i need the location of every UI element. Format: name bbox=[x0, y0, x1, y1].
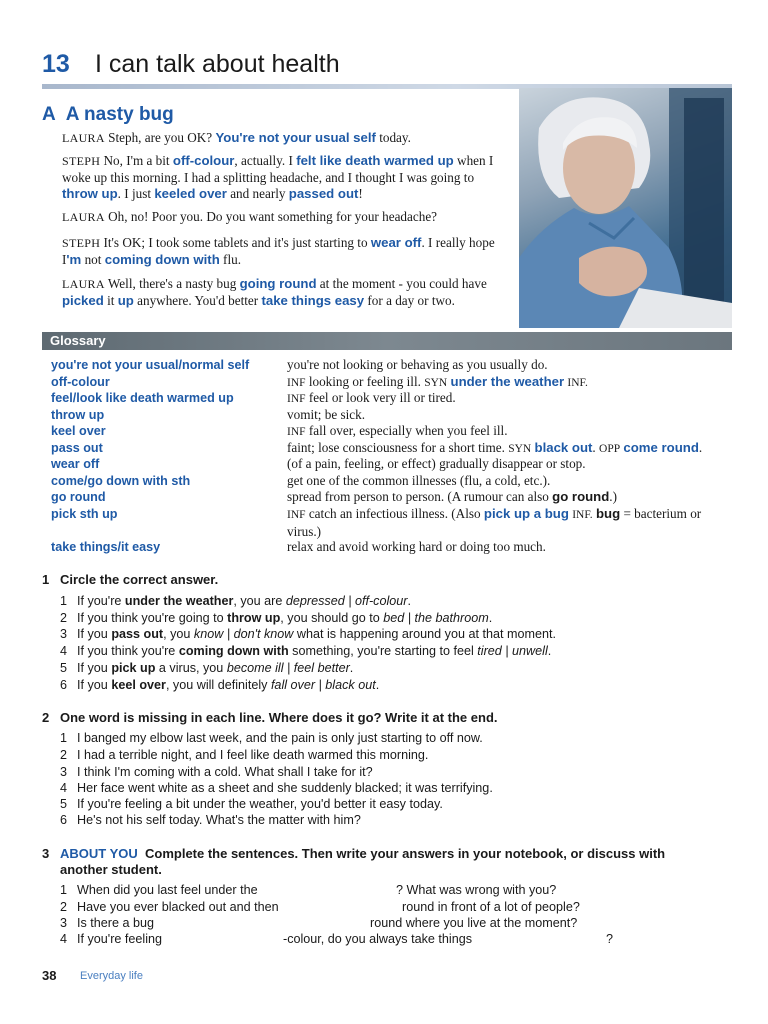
woman-photo bbox=[519, 88, 732, 328]
glossary-term: off-colour bbox=[51, 375, 110, 389]
exercise-2-item: 4 Her face went white as a sheet and she suddenly blacked; it was terrifying. bbox=[60, 781, 493, 795]
glossary-term: come/go down with sth bbox=[51, 474, 191, 488]
exercise-1-item: 1 If you're under the weather, you are depressed | off-colour. bbox=[60, 594, 411, 608]
page-number: 38 bbox=[42, 968, 57, 983]
glossary-term: throw up bbox=[51, 408, 105, 422]
glossary-term: pick sth up bbox=[51, 507, 118, 521]
glossary-definition: INF fall over, especially when you feel ill. bbox=[287, 423, 508, 438]
exercise-1-item: 3 If you pass out, you know | don't know what is happening around you at that moment. bbox=[60, 627, 556, 641]
speaker-steph: STEPH bbox=[62, 154, 101, 168]
exercise-3-item: 1 When did you last feel under the ? What was wrong with you? bbox=[60, 883, 557, 897]
unit-header bbox=[42, 50, 732, 86]
glossary-term: wear off bbox=[51, 457, 100, 471]
woman-illustration bbox=[519, 88, 732, 328]
exercise-1-item: 6 If you keel over, you will definitely fall over | black out. bbox=[60, 678, 380, 692]
exercise-2-item: 2 I had a terrible night, and I feel like death warmed this morning. bbox=[60, 748, 429, 762]
glossary-definition: get one of the common illnesses (flu, a cold, etc.). bbox=[287, 473, 551, 488]
exercise-1-item: 5 If you pick up a virus, you become ill | feel better. bbox=[60, 661, 354, 675]
dialogue-line-2: STEPH No, I'm a bit off-colour, actually. I felt like death warmed up when I woke up this morning. I had a splitting headache, and I thought I was going to throw up. I just keeled over and nearly passed out! bbox=[62, 153, 494, 201]
dialogue-line-1: LAURA Steph, are you OK? You're not your usual self today. bbox=[62, 130, 411, 145]
exercise-2-item: 5 If you're feeling a bit under the weather, you'd better it easy today. bbox=[60, 797, 443, 811]
exercise-2-heading: 2 One word is missing in each line. Where does it go? Write it at the end. bbox=[42, 710, 498, 725]
answer-choice[interactable]: depressed | off-colour bbox=[285, 594, 408, 608]
glossary-label: Glossary bbox=[50, 333, 106, 348]
exercise-3-item: 3 Is there a bug round where you live at the moment? bbox=[60, 916, 578, 930]
exercise-2-item: 3 I think I'm coming with a cold. What shall I take for it? bbox=[60, 765, 373, 779]
exercise-3-item: 4 If you're feeling -colour, do you always take things ? bbox=[60, 932, 614, 946]
glossary-term: feel/look like death warmed up bbox=[51, 391, 234, 405]
glossary-definition: INF catch an infectious illness. (Also pick up a bug INF. bug = bacterium or virus.) bbox=[287, 506, 702, 539]
about-you-label: ABOUT YOU bbox=[60, 846, 138, 861]
glossary-term: pass out bbox=[51, 441, 103, 455]
section-letter: A bbox=[42, 104, 56, 125]
answer-choice[interactable]: know | don't know bbox=[193, 627, 294, 641]
section-title: A nasty bug bbox=[65, 104, 174, 125]
exercise-1-heading: 1 Circle the correct answer. bbox=[42, 572, 219, 587]
answer-choice[interactable]: tired | unwell bbox=[477, 644, 548, 658]
glossary-definition: INF looking or feeling ill. SYN under the weather INF. bbox=[287, 374, 588, 389]
exercise-1-item: 4 If you think you're coming down with something, you're starting to feel tired | unwell. bbox=[60, 644, 552, 658]
exercise-3-heading: 3 ABOUT YOU Complete the sentences. Then write your answers in your notebook, or discuss with bbox=[42, 846, 666, 861]
glossary-definition: you're not looking or behaving as you usually do. bbox=[287, 357, 548, 372]
glossary-term: you're not your usual/normal self bbox=[51, 358, 250, 372]
answer-choice[interactable]: bed | the bathroom bbox=[383, 611, 489, 625]
speaker-steph: STEPH bbox=[62, 236, 101, 250]
glossary-bar bbox=[42, 332, 732, 350]
glossary-term: take things/it easy bbox=[51, 540, 161, 554]
exercise-2-item: 6 He's not his self today. What's the matter with him? bbox=[60, 813, 361, 827]
exercise-1-item: 2 If you think you're going to throw up, you should go to bed | the bathroom. bbox=[60, 611, 493, 625]
glossary-definition: relax and avoid working hard or doing too much. bbox=[287, 539, 546, 554]
exercise-3-item: 2 Have you ever blacked out and then round in front of a lot of people? bbox=[60, 900, 580, 914]
answer-choice[interactable]: fall over | black out bbox=[270, 678, 376, 692]
dialogue-line-3: LAURA Oh, no! Poor you. Do you want something for your headache? bbox=[62, 209, 438, 224]
dialogue-line-5: LAURA Well, there's a nasty bug going round at the moment - you could have picked it up anywhere. You'd better take things easy for a day or two. bbox=[62, 276, 487, 308]
glossary-term: go round bbox=[51, 490, 106, 504]
unit-number: 13 bbox=[42, 50, 70, 78]
section-a-heading bbox=[42, 104, 174, 126]
answer-choice[interactable]: become ill | feel better bbox=[226, 661, 350, 675]
speaker-laura: LAURA bbox=[62, 210, 105, 224]
unit-title: I can talk about health bbox=[95, 50, 340, 78]
dialogue-line-4: STEPH It's OK; I took some tablets and it's just starting to wear off. I really hope I'm not coming down with flu. bbox=[62, 235, 495, 267]
glossary-definition: faint; lose consciousness for a short time. SYN black out. OPP come round. bbox=[287, 440, 703, 455]
speaker-laura: LAURA bbox=[62, 277, 105, 291]
footer-section-name: Everyday life bbox=[80, 970, 143, 982]
exercise-3-heading-continued: another student. bbox=[60, 862, 162, 877]
speaker-laura: LAURA bbox=[62, 131, 105, 145]
glossary-definition: (of a pain, feeling, or effect) gradually disappear or stop. bbox=[287, 456, 586, 471]
exercise-2-item: 1 I banged my elbow last week, and the pain is only just starting to off now. bbox=[60, 731, 483, 745]
glossary-definition: INF feel or look very ill or tired. bbox=[287, 390, 456, 405]
glossary-term: keel over bbox=[51, 424, 106, 438]
glossary-definition: spread from person to person. (A rumour can also go round.) bbox=[287, 489, 617, 504]
glossary-definition: vomit; be sick. bbox=[287, 407, 366, 422]
